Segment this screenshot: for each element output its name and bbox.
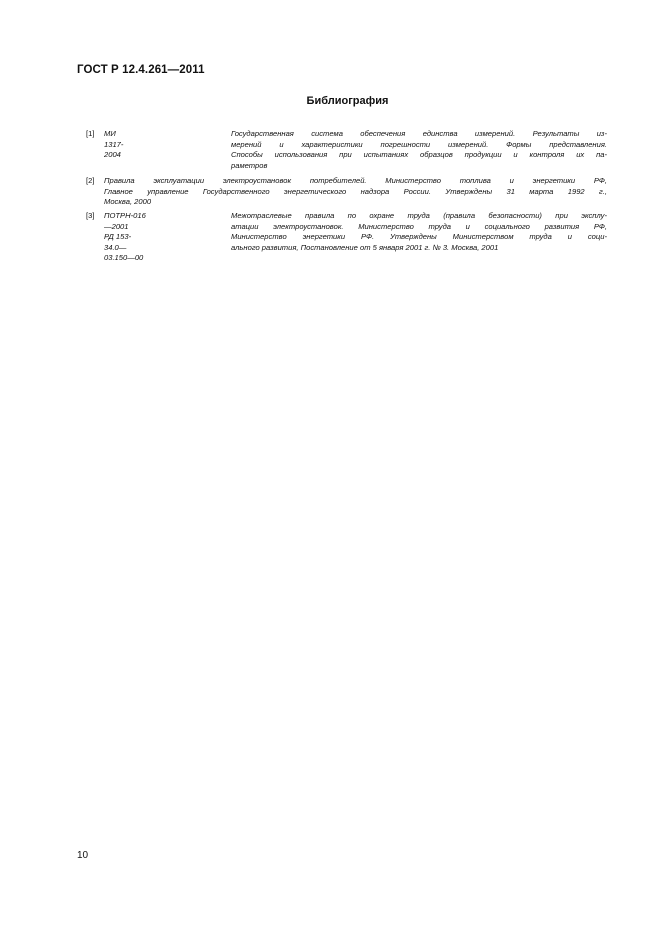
entry-description: [231, 211, 607, 253]
entry-description: [104, 176, 607, 208]
description-line: Главное управление Государственного энергетического надзора России. Утверждены 31 марта 1992 г.,: [104, 186, 607, 196]
entry-number: [1]: [86, 129, 95, 138]
description-line: Правила эксплуатации электроустановок потребителей. Министерство топлива и энергетики РФ,: [104, 176, 607, 185]
description-line: Межотраслевые правила по охране труда (правила безопасности) при эксплу-: [231, 211, 607, 220]
description-line: Государственная система обеспечения единства измерений. Результаты из-: [231, 129, 607, 138]
section-title: [0, 95, 661, 107]
entry-number: [3]: [86, 211, 95, 220]
entry-number: [2]: [86, 176, 95, 185]
section-title-text: Библиография: [306, 95, 389, 107]
document-code: ГОСТ Р 12.4.261—2011: [77, 64, 205, 76]
description-line: Способы использования при испытаниях образцов продукции и контроля их па-: [231, 150, 607, 160]
description-line: раметров: [231, 160, 268, 170]
entry-reference-id: [104, 211, 146, 264]
reference-id-line: РД 153-34.0—03.150—00: [104, 232, 144, 263]
entry-reference-id: МИ 1317-2004: [104, 129, 124, 160]
description-line: мерений и характеристики погрешности измерений. Формы представления.: [231, 139, 607, 149]
description-line: ального развития, Постановление от 5 января 2001 г. № 3. Москва, 2001: [231, 242, 499, 252]
entry-description: [231, 129, 607, 171]
page-number: 10: [77, 850, 89, 861]
description-line: Министерство энергетики РФ. Утверждены Министерством труда и соци-: [231, 232, 607, 242]
reference-id-line: ПОТРН-016—2001: [104, 211, 146, 231]
description-line: Москва, 2000: [104, 197, 152, 207]
description-line: атации электроустановок. Министерство труда и социального развития РФ,: [231, 221, 607, 231]
